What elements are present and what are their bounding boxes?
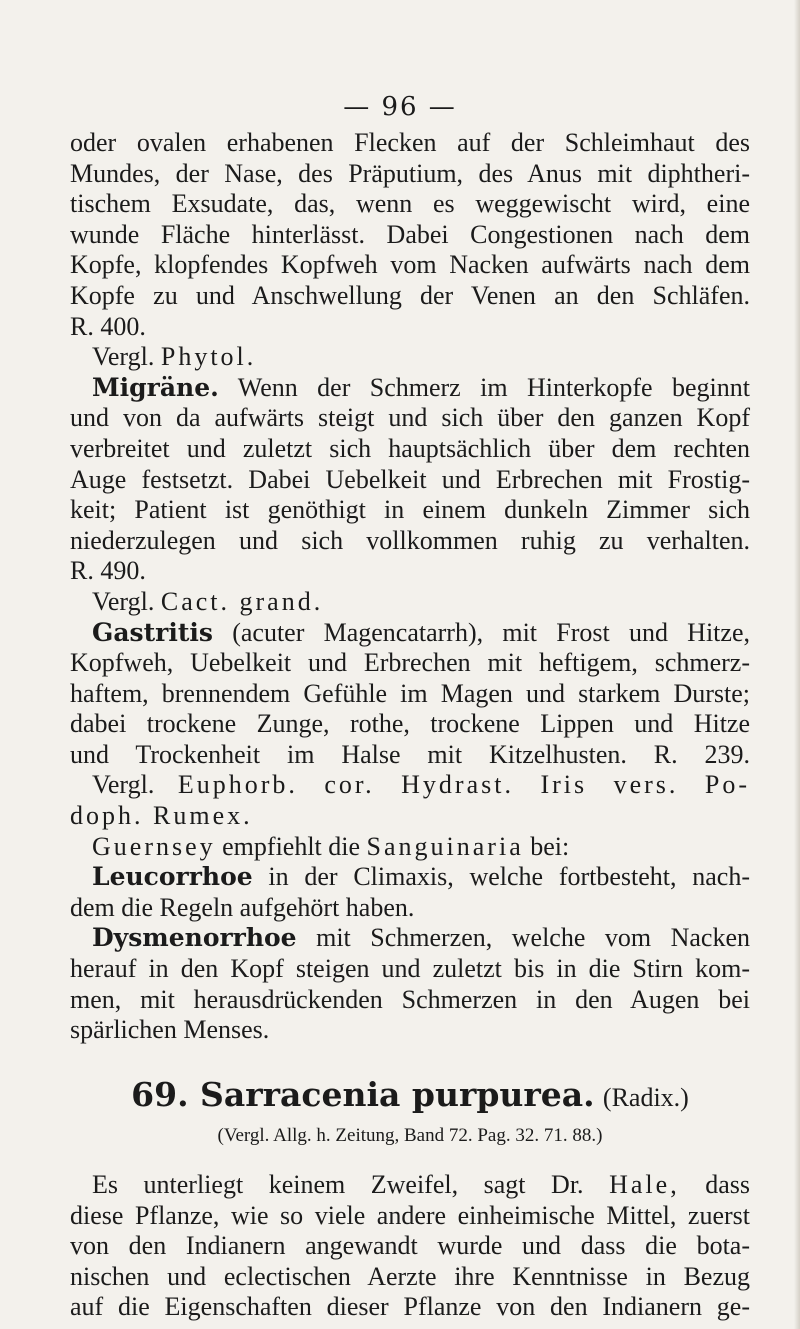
text-line: diese Pflanze, wie so viele andere einheimische Mittel, zuerst bbox=[70, 1200, 750, 1230]
text-line: herauf in den Kopf steigen und zuletzt bis in die Stirn kom- bbox=[70, 954, 750, 984]
text-line: R. 490. bbox=[70, 556, 146, 586]
entry-text: Es unterliegt keinem Zweifel, sagt Dr. bbox=[92, 1170, 584, 1199]
term-migraene: Migräne. bbox=[92, 372, 219, 402]
remedy-name: Cact. grand. bbox=[160, 586, 324, 616]
remedy-names: Euphorb. cor. Hydrast. Iris vers. Po- bbox=[177, 770, 751, 800]
entry-text: (acuter Magencatarrh), mit Frost und Hitze, bbox=[232, 617, 750, 647]
term-dysmenorrhoe: Dysmenorrhoe bbox=[92, 923, 297, 953]
text-line: R. 400. bbox=[70, 311, 146, 341]
text-line: tischem Exsudate, das, wenn es weggewischt wird, eine bbox=[70, 189, 750, 219]
section-reference: (Vergl. Allg. h. Zeitung, Band 72. Pag. 32. 71. 88.) bbox=[217, 1125, 603, 1147]
text-line: wunde Fläche hinterlässt. Dabei Congestionen nach dem bbox=[70, 219, 750, 249]
hale-paragraph-start bbox=[70, 1170, 750, 1201]
text-line: Kopfe zu und Anschwellung der Venen an den Schläfen. bbox=[70, 280, 750, 310]
entry-text: in der Climaxis, welche fortbesteht, nach- bbox=[268, 862, 750, 892]
text-line: Mundes, der Nase, des Präputium, des Anus mit diphtheri- bbox=[70, 158, 750, 188]
text-line: niederzulegen und sich vollkommen ruhig zu verhalten. bbox=[70, 525, 750, 555]
section-radix: (Radix.) bbox=[602, 1082, 689, 1112]
vergl-line bbox=[70, 587, 750, 618]
text-line: nischen und eclectischen Aerzte ihre Kenntnisse in Bezug bbox=[70, 1261, 750, 1291]
text-line: men, mit herausdrückenden Schmerzen in den Augen bei bbox=[70, 984, 750, 1014]
guernsey-line bbox=[70, 832, 750, 863]
text-line: und von da aufwärts steigt und sich über den ganzen Kopf bbox=[70, 403, 750, 433]
term-gastritis: Gastritis bbox=[92, 617, 213, 647]
text-line: von den Indianern angewandt wurde und dass die bota- bbox=[70, 1231, 750, 1261]
body-text bbox=[70, 128, 750, 1323]
vergl-label: Vergl. bbox=[92, 342, 155, 372]
entry-text: Wenn der Schmerz im Hinterkopfe beginnt bbox=[237, 372, 750, 402]
entry-text: mit Schmerzen, welche vom Nacken bbox=[316, 923, 750, 953]
text-line: Kopfe, klopfendes Kopfweh vom Nacken aufwärts nach dem bbox=[70, 250, 750, 280]
text-line: und Trockenheit im Halse mit Kitzelhusten. R. 239. bbox=[70, 739, 750, 769]
text-line: oder ovalen erhabenen Flecken auf der Schleimhaut des bbox=[70, 128, 750, 157]
text-line: verbreitet und zuletzt sich hauptsächlich über dem rechten bbox=[70, 433, 750, 463]
term-leucorrhoe: Leucorrhoe bbox=[92, 862, 253, 892]
author-name: Hale, bbox=[609, 1170, 680, 1199]
text-line: auf die Eigenschaften dieser Pflanze von den Indianern ge- bbox=[70, 1292, 750, 1322]
author-name: Guernsey bbox=[92, 831, 216, 861]
remedy-names: doph. Rumex. bbox=[70, 801, 253, 831]
text-line: Kopfweh, Uebelkeit und Erbrechen mit heftigem, schmerz- bbox=[70, 648, 750, 678]
entry-leucorrhoe bbox=[70, 862, 750, 893]
section-heading bbox=[70, 1074, 750, 1114]
entry-dysmenorrhoe bbox=[70, 923, 750, 954]
text-line: Auge festsetzt. Dabei Uebelkeit und Erbrechen mit Frostig- bbox=[70, 464, 750, 494]
text-line: dem die Regeln aufgehört haben. bbox=[70, 892, 415, 922]
entry-text: bei: bbox=[530, 831, 570, 861]
vergl-line bbox=[70, 342, 750, 373]
section-title: 69. Sarracenia purpurea. bbox=[131, 1074, 595, 1114]
vergl-label: Vergl. bbox=[92, 586, 155, 616]
vergl-label: Vergl. bbox=[92, 770, 155, 800]
text-line: keit; Patient ist genöthigt in einem dunkeln Zimmer sich bbox=[70, 495, 750, 525]
entry-gastritis bbox=[70, 618, 750, 649]
entry-text: empfiehlt die bbox=[222, 831, 361, 861]
text-line: spärlichen Menses. bbox=[70, 1015, 270, 1045]
page-edge-shadow bbox=[794, 0, 800, 1329]
text-line: dabei trockene Zunge, rothe, trockene Lippen und Hitze bbox=[70, 709, 750, 739]
entry-text: dass bbox=[705, 1170, 751, 1199]
text-line: haftem, brennendem Gefühle im Magen und starkem Durste; bbox=[70, 678, 750, 708]
remedy-name: Sanguinaria bbox=[366, 831, 524, 861]
entry-migraene bbox=[70, 373, 750, 404]
vergl-line bbox=[70, 770, 750, 801]
remedy-name: Phytol. bbox=[160, 342, 257, 372]
page-number: — 96 — bbox=[343, 92, 457, 122]
